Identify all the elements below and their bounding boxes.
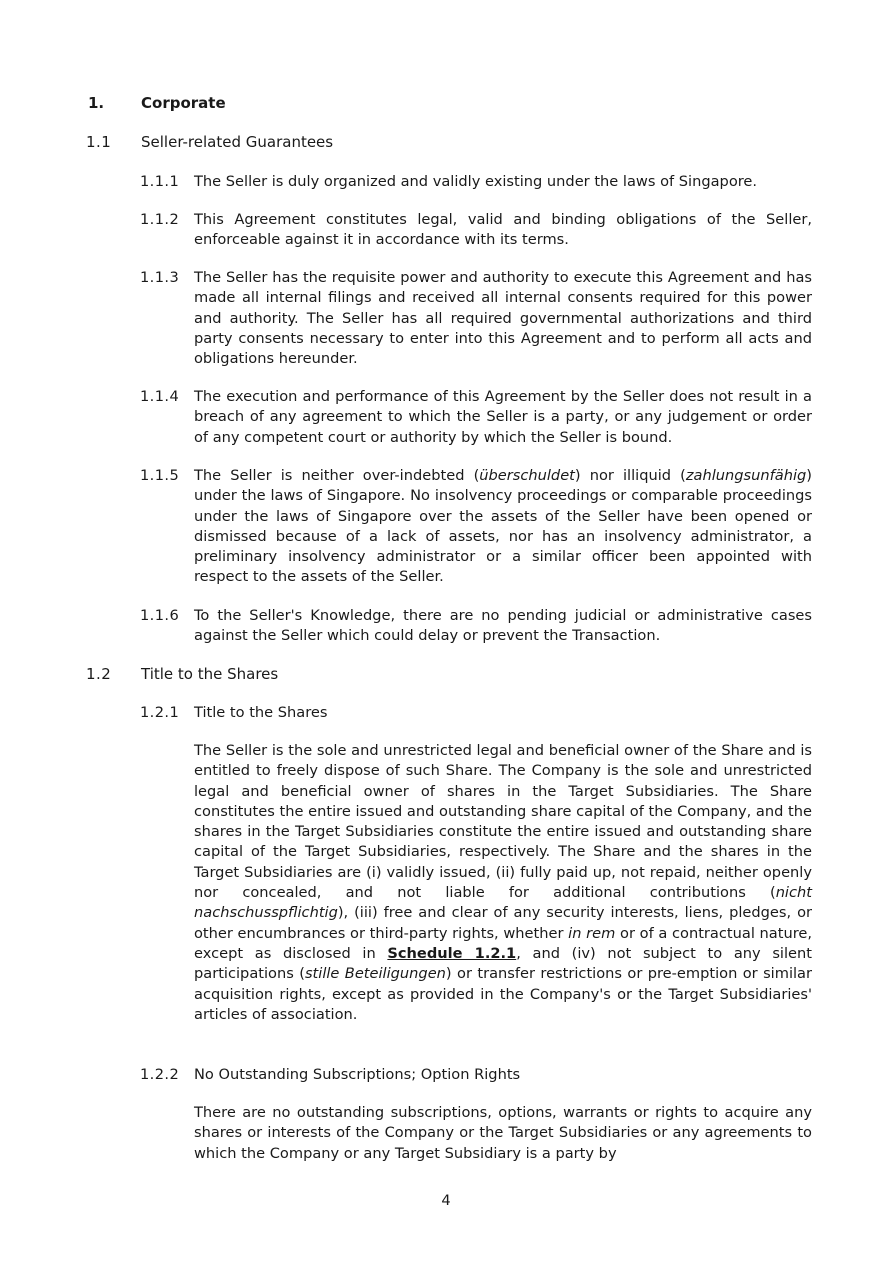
section-title: Corporate [141,94,226,112]
clause-number-1-1-3: 1.1.3 [140,269,180,286]
subsection-title-1-2: Title to the Shares [141,665,279,683]
clause-text-1-2-2: There are no outstanding subscriptions, options, warrants or rights to acquire any shares or interests of the Company or the Target Subsidiaries or any agreements to which the Company or any Target Subsidiary is a party by [194,1104,812,1162]
latin-term-in-rem: in rem [568,924,616,942]
clause-text-1-1-6: To the Seller's Knowledge, there are no pending judicial or administrative cases against the Seller which could delay or prevent the Transaction. [194,607,812,645]
clause-number-1-1-1: 1.1.1 [140,173,180,190]
german-term-nachschuss: nicht nachschusspflichtig [194,884,812,922]
clause-number-1-1-6: 1.1.6 [140,607,180,624]
clause-text-1-1-3: The Seller has the requisite power and authority to execute this Agreement and has made all internal filings and received all internal consents required for this power and authority. The Seller has all required governmental authorizations and third party consents necessary to enter into this Agreement and to perform all acts and obligations hereunder. [194,269,812,368]
german-term-stille: stille Beteiligungen [304,965,446,983]
clause-title-1-2-2: No Outstanding Subscriptions; Option Rights [194,1066,521,1083]
clause-text-1-1-1: The Seller is duly organized and validly existing under the laws of Singapore. [194,173,758,190]
clause-text-1-1-2: This Agreement constitutes legal, valid and binding obligations of the Seller, enforceable against it in accordance with its terms. [194,211,812,249]
subsection-title-1-1: Seller-related Guarantees [141,133,334,151]
clause-number-1-1-4: 1.1.4 [140,388,180,405]
schedule-reference[interactable]: Schedule 1.2.1 [387,944,517,962]
german-term-zahlungsunfaehig: zahlungsunfähig [685,467,807,484]
clause-number-1-2-2: 1.2.2 [140,1066,180,1083]
page-number: 4 [441,1192,451,1209]
clause-number-1-1-2: 1.1.2 [140,211,180,228]
clause-title-1-2-1: Title to the Shares [194,704,328,721]
section-number: 1. [88,94,105,112]
clause-number-1-1-5: 1.1.5 [140,467,180,484]
subsection-number-1-1: 1.1 [86,133,112,151]
clause-number-1-2-1: 1.2.1 [140,704,180,721]
subsection-number-1-2: 1.2 [86,665,112,683]
german-term-ueberschuldet: überschuldet [479,467,575,484]
clause-text-1-2-1: The Seller is the sole and unrestricted legal and beneficial owner of the Share and is entitled to freely dispose of such Share. The Company is the sole and unrestricted legal and beneficial owner of shares in the Target Subsidiaries. The Share constitutes the entire issued and outstanding share capital of the Company, and the shares in the Target Subsidiaries constitute the entire issued and outstanding share capital of the Target Subsidiaries, respectively. The Share and the shares in the Target Subsidiaries are (i) validly issued, (ii) fully paid up, not repaid, neither openly nor concealed, and not liable for additional contributions (nicht nachschusspflichtig), (iii) free and clear of any security interests, liens, pledges, or other encumbrances or third-party rights, whether in rem or of a contractual nature, except as disclosed in Schedule 1.2.1, and (iv) not subject to any silent participations (stille Beteiligungen) or transfer restrictions or pre-emption or similar acquisition rights, except as provided in the Company's or the Target Subsidiaries' articles of association. [194,742,813,1023]
clause-text-1-1-4: The execution and performance of this Agreement by the Seller does not result in a breach of any agreement to which the Seller is a party, or any judgement or order of any competent court or authority by which the Seller is bound. [194,388,812,446]
clause-text-1-1-5: The Seller is neither over-indebted (überschuldet) nor illiquid (zahlungsunfähig) under the laws of Singapore. No insolvency proceedings or comparable proceedings under the laws of Singapore over the assets of the Seller have been opened or dismissed because of a lack of assets, nor has an insolvency administrator, a preliminary insolvency administrator or a similar officer been appointed with respect to the assets of the Seller. [194,467,812,586]
